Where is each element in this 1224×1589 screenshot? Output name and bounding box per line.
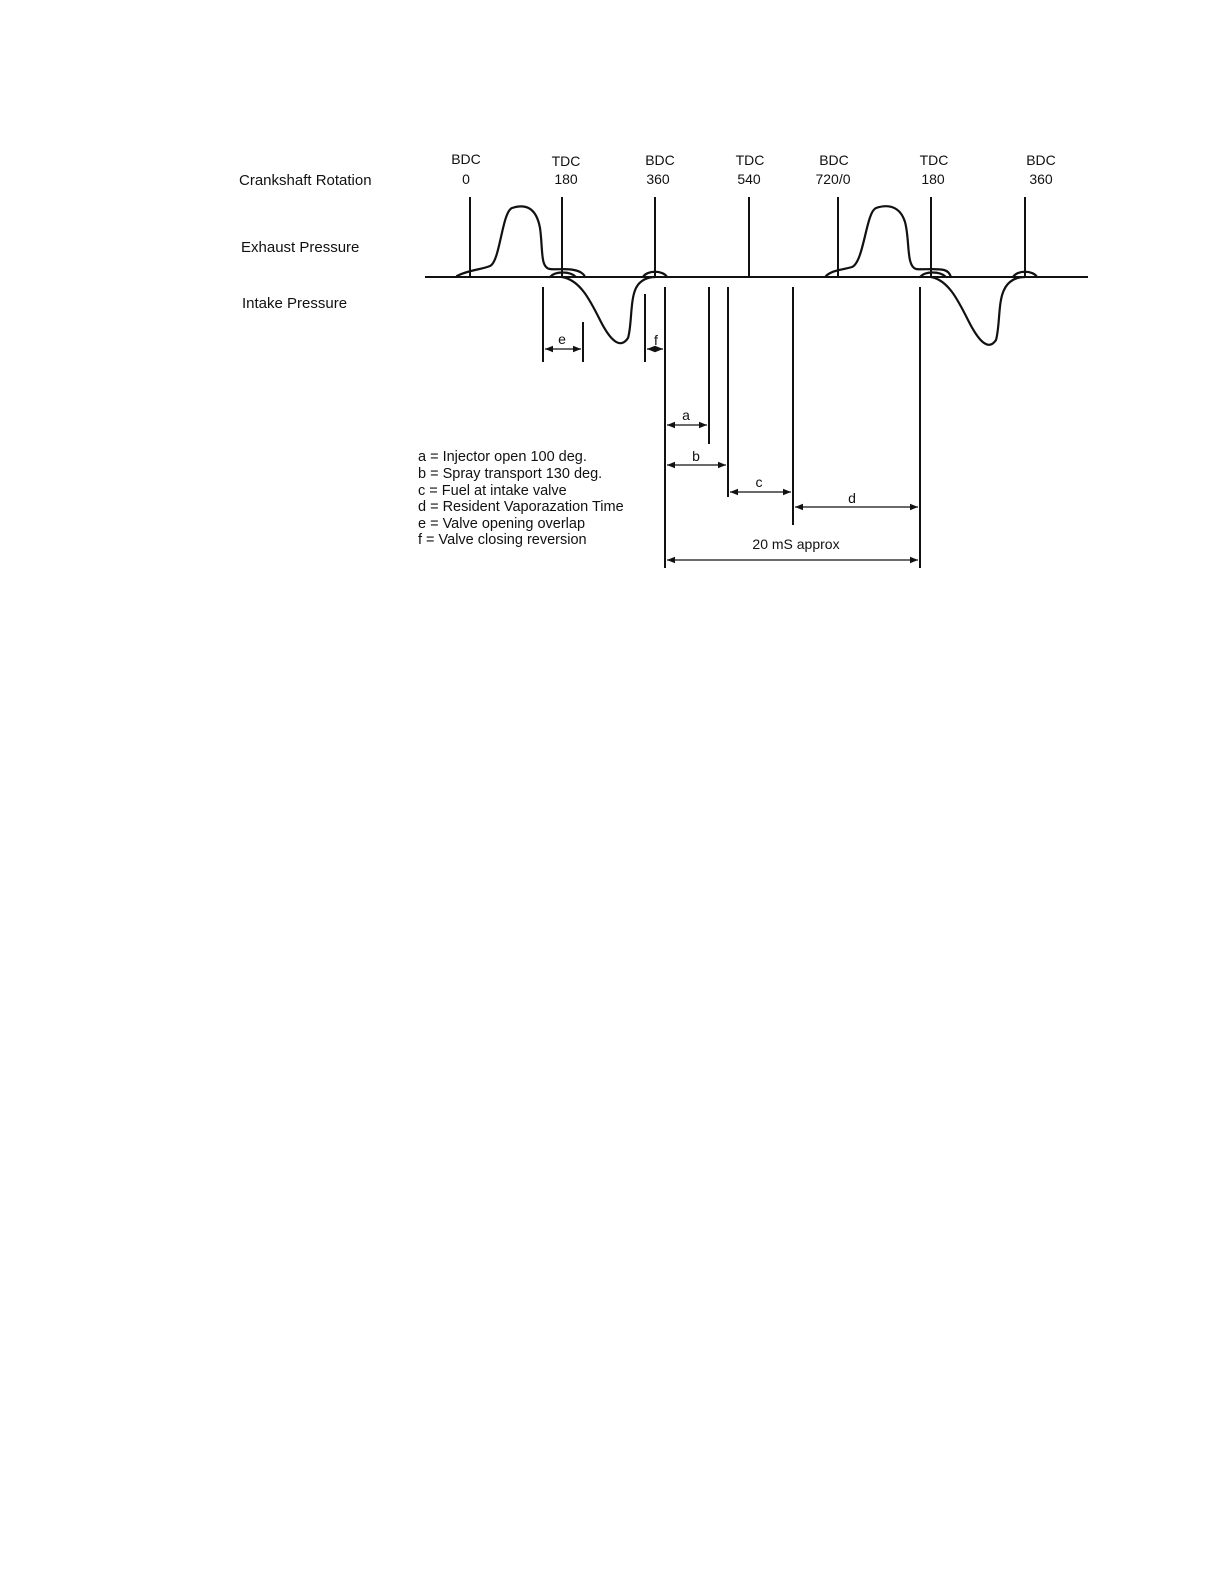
dim-a-label: a [682, 407, 690, 423]
tick-2-angle: 360 [646, 171, 670, 187]
intake-dip-1 [562, 277, 655, 343]
tick-3-angle: 540 [737, 171, 761, 187]
exhaust-pulse-1 [457, 206, 585, 277]
legend-item-c: c = Fuel at intake valve [418, 483, 567, 499]
tick-5-name: TDC [919, 152, 949, 168]
legend [418, 449, 624, 548]
tick-2-name: BDC [645, 152, 675, 168]
tick-4-name: BDC [819, 152, 849, 168]
legend-item-d: d = Resident Vaporazation Time [418, 499, 624, 515]
dim-d-label: d [848, 490, 856, 506]
exhaust-pulse-2 [826, 206, 951, 277]
dim-c-label: c [755, 474, 763, 490]
legend-item-b: b = Spray transport 130 deg. [418, 466, 603, 482]
tick-6-name: BDC [1026, 152, 1056, 168]
legend-item-e: e = Valve opening overlap [418, 516, 586, 532]
tick-3-name: TDC [735, 152, 765, 168]
tick-0-name: BDC [451, 151, 481, 167]
dim-e-label: e [558, 331, 566, 347]
tick-6-angle: 360 [1029, 171, 1053, 187]
tick-4-angle: 720/0 [815, 171, 851, 187]
intake-dip-2 [931, 277, 1025, 345]
dimension-extension-lines [543, 287, 920, 568]
crank-angle-ticks [451, 151, 1056, 187]
intake-pressure-label: Intake Pressure [242, 295, 348, 312]
dim-total-label: 20 mS approx [752, 536, 840, 552]
dim-b-label: b [692, 448, 700, 464]
legend-item-f: f = Valve closing reversion [418, 532, 587, 548]
tick-1-name: TDC [551, 153, 581, 169]
exhaust-pressure-label: Exhaust Pressure [241, 239, 360, 256]
tick-0-angle: 0 [462, 171, 470, 187]
crankshaft-rotation-label: Crankshaft Rotation [239, 172, 372, 189]
crank-marker-lines [470, 197, 1025, 277]
legend-item-a: a = Injector open 100 deg. [418, 449, 587, 465]
tick-1-angle: 180 [554, 171, 578, 187]
tick-5-angle: 180 [921, 171, 945, 187]
dim-f-label: f [654, 332, 658, 348]
